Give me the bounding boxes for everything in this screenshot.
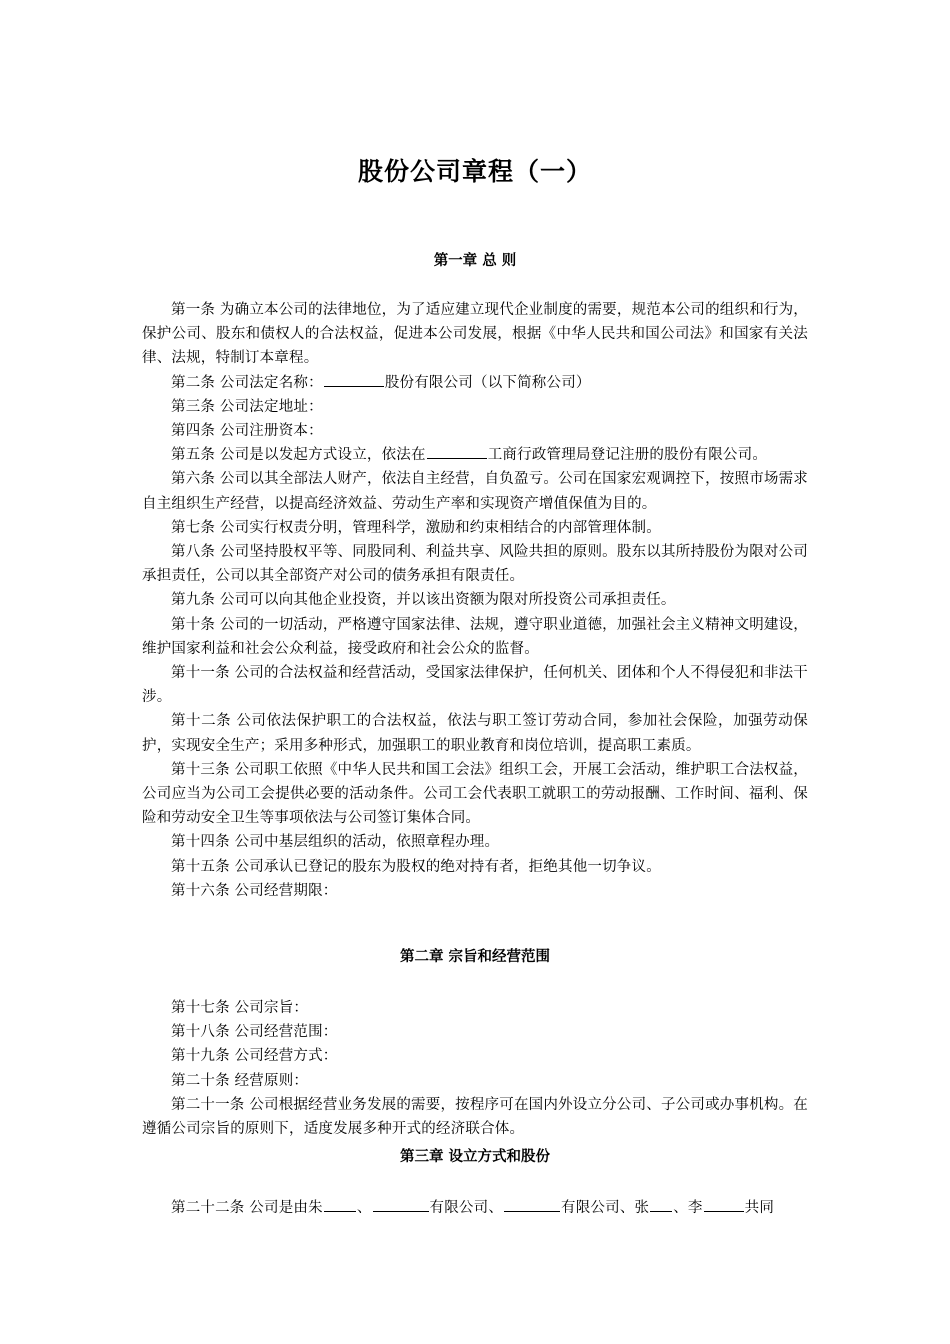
article-15: 第十五条 公司承认已登记的股东为股权的绝对持有者，拒绝其他一切争议。 [171,858,661,875]
chapter-heading-1: 第一章 总 则 [433,253,517,269]
chapter-2-body [142,996,808,1141]
article-5-text-after: 工商行政管理局登记注册的股份有限公司。 [487,447,768,464]
article-22-seg: 、 [356,1200,372,1216]
document-title: 股份公司章程（一） [357,157,592,186]
article-18: 第十八条 公司经营范围： [171,1024,338,1041]
article-11: 第十一条 公司的合法权益和经营活动，受国家法律保护，任何机关、团体和个人不得侵犯和非法干涉。 [142,665,808,706]
article-16: 第十六条 公司经营期限： [171,882,338,899]
article-22-seg: 有限公司、张 [561,1200,650,1216]
article-22-seg: 、李 [673,1200,703,1216]
article-10: 第十条 公司的一切活动，严格遵守国家法律、法规，遵守职业道德，加强社会主义精神文明建设，维护国家利益和社会公众利益，接受政府和社会公众的监督。 [142,616,808,657]
article-14: 第十四条 公司中基层组织的活动，依照章程办理。 [171,834,500,851]
article-5 [142,443,808,467]
fill-in-blank [373,1196,429,1212]
fill-in-blank [704,1196,744,1212]
article-22-seg: 共同 [744,1200,775,1216]
article-13: 第十三条 公司职工依照《中华人民共和国工会法》组织工会，开展工会活动，维护职工合法权益，公司应当为公司工会提供必要的活动条件。公司工会代表职工就职工的劳动报酬、工作时间、福利、保险和劳动安全卫生等事项依法与公司签订集体合同。 [142,761,808,827]
article-5-text-before: 第五条 公司是以发起方式设立，依法在 [171,447,426,464]
article-12: 第十二条 公司依法保护职工的合法权益，依法与职工签订劳动合同，参加社会保险，加强劳动保护，实现安全生产；采用多种形式，加强职工的职业教育和岗位培训，提高职工素质。 [142,713,808,754]
article-21: 第二十一条 公司根据经营业务发展的需要，按程序可在国内外设立分公司、子公司或办事机构。在遵循公司宗旨的原则下，适度发展多种开式的经济联合体。 [142,1096,808,1138]
fill-in-blank [324,1196,356,1212]
article-19: 第十九条 公司经营方式： [171,1048,338,1065]
chapter-heading-3: 第三章 设立方式和股份 [399,1149,551,1165]
article-9: 第九条 公司可以向其他企业投资，并以该出资额为限对所投资公司承担责任。 [171,592,676,609]
article-22 [142,1196,808,1220]
article-22-seg: 第二十二条 公司是由朱 [171,1200,323,1216]
fill-in-blank [324,371,384,387]
article-1: 第一条 为确立本公司的法律地位，为了适应建立现代企业制度的需要，规范本公司的组织和行为，保护公司、股东和债权人的合法权益，促进本公司发展，根据《中华人民共和国公司法》和国家有关法律、法规，特制订本章程。 [142,302,808,367]
chapter-1-body [142,298,808,903]
chapter-3-body [142,1196,808,1220]
article-6: 第六条 公司以其全部法人财产，依法自主经营，自负盈亏。公司在国家宏观调控下，按照市场需求自主组织生产经营，以提高经济效益、劳动生产率和实现资产增值保值为目的。 [142,471,808,512]
fill-in-blank [650,1196,672,1212]
article-2-text-after: 股份有限公司（以下简称公司） [384,374,591,391]
fill-in-blank [427,443,487,459]
article-4: 第四条 公司注册资本： [171,423,323,440]
article-7: 第七条 公司实行权责分明，管理科学，激励和约束相结合的内部管理体制。 [171,519,661,536]
article-22-seg: 有限公司、 [429,1200,504,1216]
fill-in-blank [504,1196,560,1212]
article-17: 第十七条 公司宗旨： [171,1000,309,1016]
article-8: 第八条 公司坚持股权平等、同股同利、利益共享、风险共担的原则。股东以其所持股份为限对公司承担责任，公司以其全部资产对公司的债务承担有限责任。 [142,544,808,585]
article-20: 第二十条 经营原则： [171,1072,309,1089]
chapter-heading-2: 第二章 宗旨和经营范围 [399,949,551,965]
article-2-text-before: 第二条 公司法定名称： [171,374,323,391]
article-3: 第三条 公司法定地址： [171,398,323,415]
article-2 [142,371,808,395]
